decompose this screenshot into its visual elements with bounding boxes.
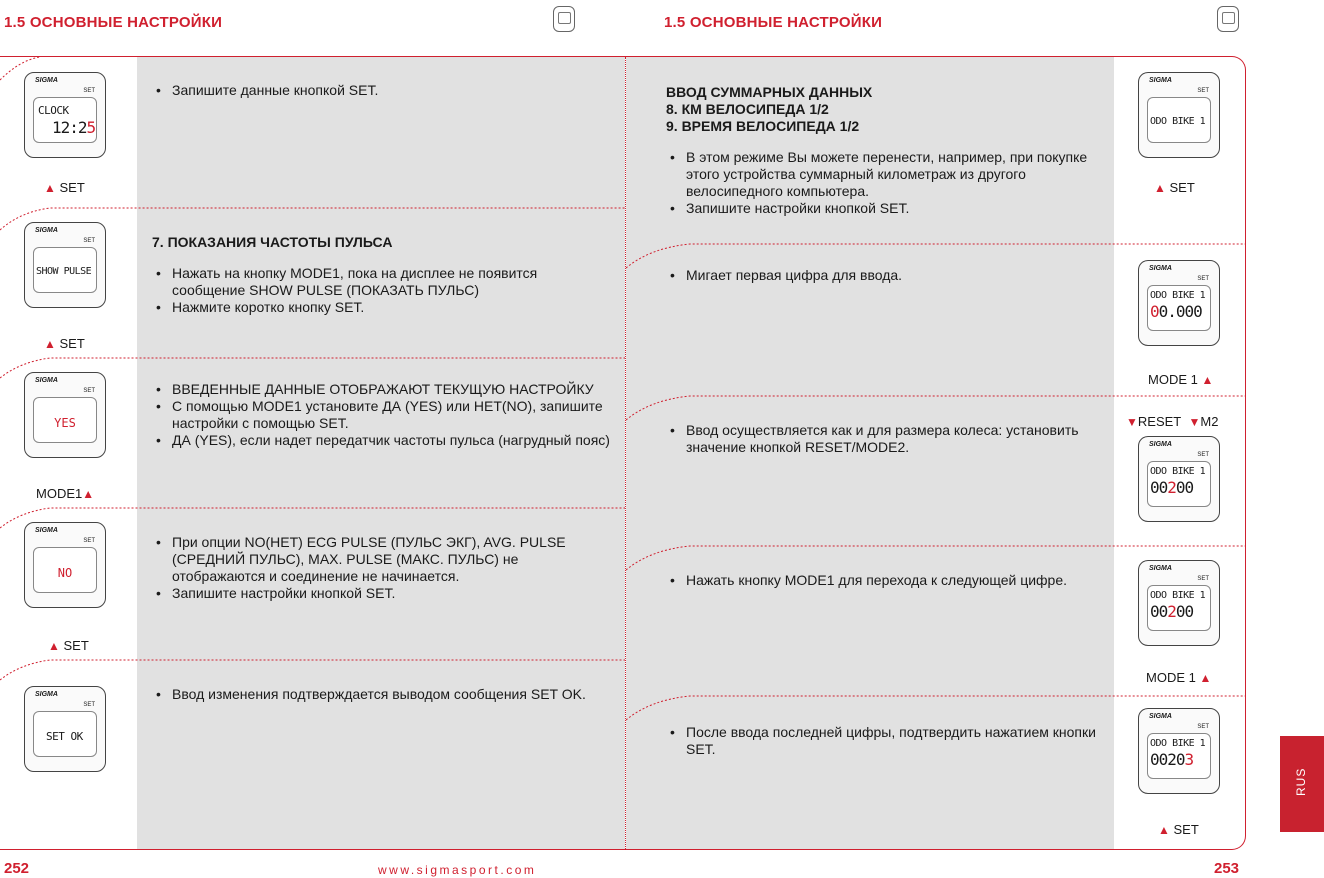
set-button-label: ▲ SET xyxy=(44,180,85,195)
display-line: ODO BIKE 1 xyxy=(1150,590,1206,601)
arrow-up-icon: ▲ xyxy=(82,487,95,501)
arrow-up-icon: ▲ xyxy=(1158,823,1170,837)
row-text xyxy=(152,234,612,316)
section-heading: 7. ПОКАЗАНИЯ ЧАСТОТЫ ПУЛЬСА xyxy=(152,234,393,250)
device-display xyxy=(24,222,106,308)
sigma-logo: SIGMA xyxy=(35,227,58,234)
set-button-label: ▲ SET xyxy=(48,638,89,653)
bullet-item: • ДА (YES), если надет передатчик частоты пульса (нагрудный пояс) xyxy=(152,432,612,449)
bullet-item: • Запишите данные кнопкой SET. xyxy=(152,82,612,99)
mode1-button-label: MODE 1 ▲ xyxy=(1148,372,1214,387)
language-tab xyxy=(1280,736,1324,832)
sigma-logo: SIGMA xyxy=(1149,265,1172,272)
display-blink-digit: 5 xyxy=(86,118,96,137)
device-screen xyxy=(1147,461,1211,507)
display-value: 0.000 xyxy=(1158,302,1202,321)
device-screen xyxy=(1147,585,1211,631)
set-button-label: ▲ SET xyxy=(44,336,85,351)
arrow-up-icon: ▲ xyxy=(48,639,60,653)
display-value: 00 xyxy=(1175,478,1194,497)
set-button-label: ▲ SET xyxy=(1154,180,1195,195)
sigma-logo: SIGMA xyxy=(1149,713,1172,720)
set-tag: SET xyxy=(1197,576,1209,582)
device-display xyxy=(1138,260,1220,346)
row-text xyxy=(666,84,1106,217)
device-display xyxy=(1138,560,1220,646)
device-display xyxy=(24,686,106,772)
display-blink-digit: 0 xyxy=(1150,302,1159,321)
display-value: 12:2 xyxy=(52,118,87,137)
bullet-item: • ВВЕДЕННЫЕ ДАННЫЕ ОТОБРАЖАЮТ ТЕКУЩУЮ НАСТРОЙКУ xyxy=(152,381,612,398)
set-tag: SET xyxy=(83,702,95,708)
set-tag: SET xyxy=(1197,88,1209,94)
language-tab-label: RUS xyxy=(1294,767,1308,796)
device-screen xyxy=(33,547,97,593)
device-screen xyxy=(33,97,97,143)
device-display xyxy=(1138,72,1220,158)
set-button-label: ▲ SET xyxy=(1158,822,1199,837)
device-display xyxy=(24,522,106,608)
display-line: ODO BIKE 1 xyxy=(1150,738,1206,749)
set-tag: SET xyxy=(83,538,95,544)
set-tag: SET xyxy=(1197,452,1209,458)
bullet-item: • Запишите настройки кнопкой SET. xyxy=(666,200,1106,217)
bullet-item: • Нажать кнопку MODE1 для перехода к следующей цифре. xyxy=(666,572,1106,589)
display-line: ODO BIKE 1 xyxy=(1150,466,1206,477)
row-text xyxy=(152,82,612,99)
display-line: ODO BIKE 1 xyxy=(1150,290,1206,301)
row-text xyxy=(152,534,612,602)
footer-url[interactable]: www.sigmasport.com xyxy=(378,863,537,877)
row-text xyxy=(666,422,1106,456)
display-line: SHOW PULSE xyxy=(36,266,92,277)
mode1-button-label: MODE1▲ xyxy=(36,486,95,501)
display-value: 00 xyxy=(1150,602,1168,621)
section-heading: 9. ВРЕМЯ ВЕЛОСИПЕДА 1/2 xyxy=(666,118,860,134)
mode1-button-label: MODE 1 ▲ xyxy=(1146,670,1212,685)
bullet-item: • После ввода последней цифры, подтвердить нажатием кнопки SET. xyxy=(666,724,1106,758)
set-tag: SET xyxy=(83,388,95,394)
display-value: 00 xyxy=(1150,478,1168,497)
right-page-number: 253 xyxy=(1214,860,1240,877)
sigma-logo: SIGMA xyxy=(1149,441,1172,448)
device-display xyxy=(24,72,106,158)
device-display xyxy=(1138,436,1220,522)
section-heading: 8. КМ ВЕЛОСИПЕДА 1/2 xyxy=(666,101,829,117)
row-text xyxy=(666,724,1106,758)
device-screen xyxy=(33,711,97,757)
bullet-item: • Мигает первая цифра для ввода. xyxy=(666,267,1106,284)
display-line: ODO BIKE 1 xyxy=(1150,116,1206,127)
bullet-item: • Запишите настройки кнопкой SET. xyxy=(152,585,612,602)
sigma-logo: SIGMA xyxy=(35,691,58,698)
left-page-header: 1.5 ОСНОВНЫЕ НАСТРОЙКИ xyxy=(4,14,223,31)
bullet-item: • Ввод осуществляется как и для размера колеса: установить значение кнопкой RESET/MODE2. xyxy=(666,422,1106,456)
device-screen xyxy=(33,247,97,293)
arrow-up-icon: ▲ xyxy=(44,337,56,351)
arrow-up-icon: ▲ xyxy=(1154,181,1166,195)
sigma-logo: SIGMA xyxy=(35,527,58,534)
device-display xyxy=(1138,708,1220,794)
bullet-item: • Нажмите коротко кнопку SET. xyxy=(152,299,612,316)
sigma-logo: SIGMA xyxy=(1149,565,1172,572)
right-page-header: 1.5 ОСНОВНЫЕ НАСТРОЙКИ xyxy=(664,14,883,31)
bullet-item: • С помощью MODE1 установите ДА (YES) или НЕТ(NO), запишите настройки с помощью SET. xyxy=(152,398,612,432)
arrow-up-icon: ▲ xyxy=(1199,671,1212,685)
display-blink-value: YES xyxy=(54,416,76,430)
arrow-down-icon: ▼ xyxy=(1188,415,1201,429)
reset-m2-labels: ▼RESET ▼M2 xyxy=(1126,414,1219,429)
bullet-item: • Ввод изменения подтверждается выводом сообщения SET OK. xyxy=(152,686,612,703)
arrow-up-icon: ▲ xyxy=(1201,373,1214,387)
sigma-logo: SIGMA xyxy=(35,77,58,84)
device-screen xyxy=(1147,285,1211,331)
sigma-logo: SIGMA xyxy=(35,377,58,384)
display-blink-value: NO xyxy=(57,566,73,580)
left-page-number: 252 xyxy=(4,860,30,877)
set-tag: SET xyxy=(83,238,95,244)
display-blink-digit: 2 xyxy=(1167,602,1176,621)
display-line: CLOCK xyxy=(38,104,69,117)
display-value: 0020 xyxy=(1150,750,1185,769)
display-value: 00 xyxy=(1175,602,1194,621)
device-screen xyxy=(1147,97,1211,143)
bullet-item: • Нажать на кнопку MODE1, пока на дисплее не появится сообщение SHOW PULSE (ПОКАЗАТЬ ПУЛЬС) xyxy=(152,265,612,299)
device-screen xyxy=(33,397,97,443)
device-display xyxy=(24,372,106,458)
arrow-down-icon: ▼ xyxy=(1126,415,1138,429)
row-text xyxy=(152,686,612,703)
sigma-logo: SIGMA xyxy=(1149,77,1172,84)
section-heading: ВВОД СУММАРНЫХ ДАННЫХ xyxy=(666,84,873,100)
set-tag: SET xyxy=(1197,276,1209,282)
device-screen xyxy=(1147,733,1211,779)
arrow-up-icon: ▲ xyxy=(44,181,56,195)
row-text xyxy=(666,572,1106,589)
row-text xyxy=(666,267,1106,284)
set-tag: SET xyxy=(83,88,95,94)
row-text xyxy=(152,381,612,449)
set-tag: SET xyxy=(1197,724,1209,730)
bullet-item: • При опции NO(НЕТ) ECG PULSE (ПУЛЬС ЭКГ), AVG. PULSE (СРЕДНИЙ ПУЛЬС), MAX. PULSE (МАКС. ПУЛЬС) не отображаются и соединение не начинается. xyxy=(152,534,612,585)
display-blink-digit: 3 xyxy=(1184,750,1194,769)
display-line: SET OK xyxy=(46,730,83,743)
bullet-item: • В этом режиме Вы можете перенести, например, при покупке этого устройства суммарный километраж из другого велосипедного компьютера. xyxy=(666,149,1106,200)
display-blink-digit: 2 xyxy=(1167,478,1176,497)
